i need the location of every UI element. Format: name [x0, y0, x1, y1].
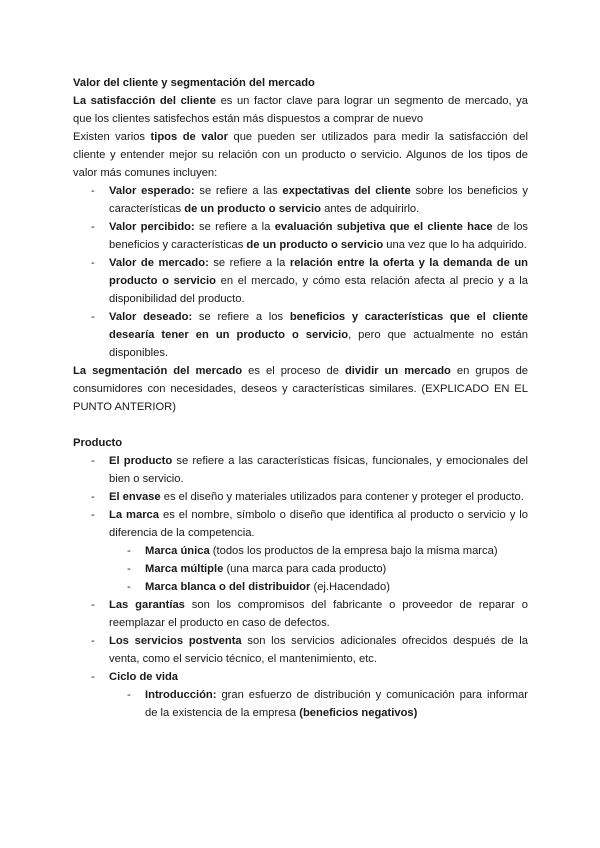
list-item-marca: - La marca es el nombre, símbolo o diseño que identifica al producto o servicio y lo diferencia de la competencia.	[73, 506, 528, 542]
list-producto	[73, 452, 528, 722]
list-item-envase: - El envase es el diseño y materiales utilizados para contener y proteger el producto.	[73, 488, 528, 506]
document-content	[73, 74, 528, 722]
list-item-ciclo-vida: - Ciclo de vida	[73, 668, 528, 686]
dash-bullet: -	[91, 221, 95, 233]
list-tipos-valor	[73, 182, 528, 362]
dash-bullet: -	[91, 257, 95, 269]
dash-bullet: -	[127, 581, 131, 593]
dash-bullet: -	[91, 635, 95, 647]
paragraph-satisfaccion: La satisfacción del cliente es un factor clave para lograr un segmento de mercado, ya que los clientes satisfechos están más dispuestos a comprar de nuevo	[73, 95, 528, 125]
section-title-producto: Producto	[73, 437, 123, 449]
list-item-valor-deseado: - Valor deseado: se refiere a los beneficios y características que el cliente desearía tener en un producto o servicio, pero que actualmente no están disponibles.	[73, 308, 528, 362]
dash-bullet: -	[127, 563, 131, 575]
dash-bullet: -	[127, 545, 131, 557]
dash-bullet: -	[127, 689, 131, 701]
dash-bullet: -	[91, 671, 95, 683]
list-item-introduccion: - Introducción: gran esfuerzo de distribución y comunicación para informar de la existencia de la empresa (beneficios negativos)	[73, 686, 528, 722]
list-item-garantias: - Las garantías son los compromisos del fabricante o proveedor de reparar o reemplazar el producto en caso de defectos.	[73, 596, 528, 632]
list-item-valor-mercado: - Valor de mercado: se refiere a la relación entre la oferta y la demanda de un producto o servicio en el mercado, y cómo esta relación afecta al precio y a la disponibilidad del producto.	[73, 254, 528, 308]
list-item-marca-blanca: - Marca blanca o del distribuidor (ej.Hacendado)	[73, 578, 528, 596]
dash-bullet: -	[91, 455, 95, 467]
list-item-valor-percibido: - Valor percibido: se refiere a la evaluación subjetiva que el cliente hace de los beneficios y características de un producto o servicio una vez que lo ha adquirido.	[73, 218, 528, 254]
dash-bullet: -	[91, 599, 95, 611]
dash-bullet: -	[91, 185, 95, 197]
list-item-producto: - El producto se refiere a las características físicas, funcionales, y emocionales del bien o servicio.	[73, 452, 528, 488]
section-title-valor: Valor del cliente y segmentación del mercado	[73, 77, 315, 89]
list-item-marca-multiple: - Marca múltiple (una marca para cada producto)	[73, 560, 528, 578]
spacer	[73, 416, 528, 434]
list-item-marca-unica: - Marca única (todos los productos de la empresa bajo la misma marca)	[73, 542, 528, 560]
dash-bullet: -	[91, 509, 95, 521]
dash-bullet: -	[91, 311, 95, 323]
list-item-postventa: - Los servicios postventa son los servicios adicionales ofrecidos después de la venta, como el servicio técnico, el mantenimiento, etc.	[73, 632, 528, 668]
dash-bullet: -	[91, 491, 95, 503]
list-item-valor-esperado: - Valor esperado: se refiere a las expectativas del cliente sobre los beneficios y características de un producto o servicio antes de adquirirlo.	[73, 182, 528, 218]
paragraph-tipos-valor: Existen varios tipos de valor que pueden ser utilizados para medir la satisfacción del cliente y entender mejor su relación con un producto o servicio. Algunos de los tipos de valor más comunes incluyen:	[73, 131, 528, 179]
paragraph-segmentacion: La segmentación del mercado es el proceso de dividir un mercado en grupos de consumidores con necesidades, deseos y características similares. (EXPLICADO EN EL PUNTO ANTERIOR)	[73, 365, 529, 413]
